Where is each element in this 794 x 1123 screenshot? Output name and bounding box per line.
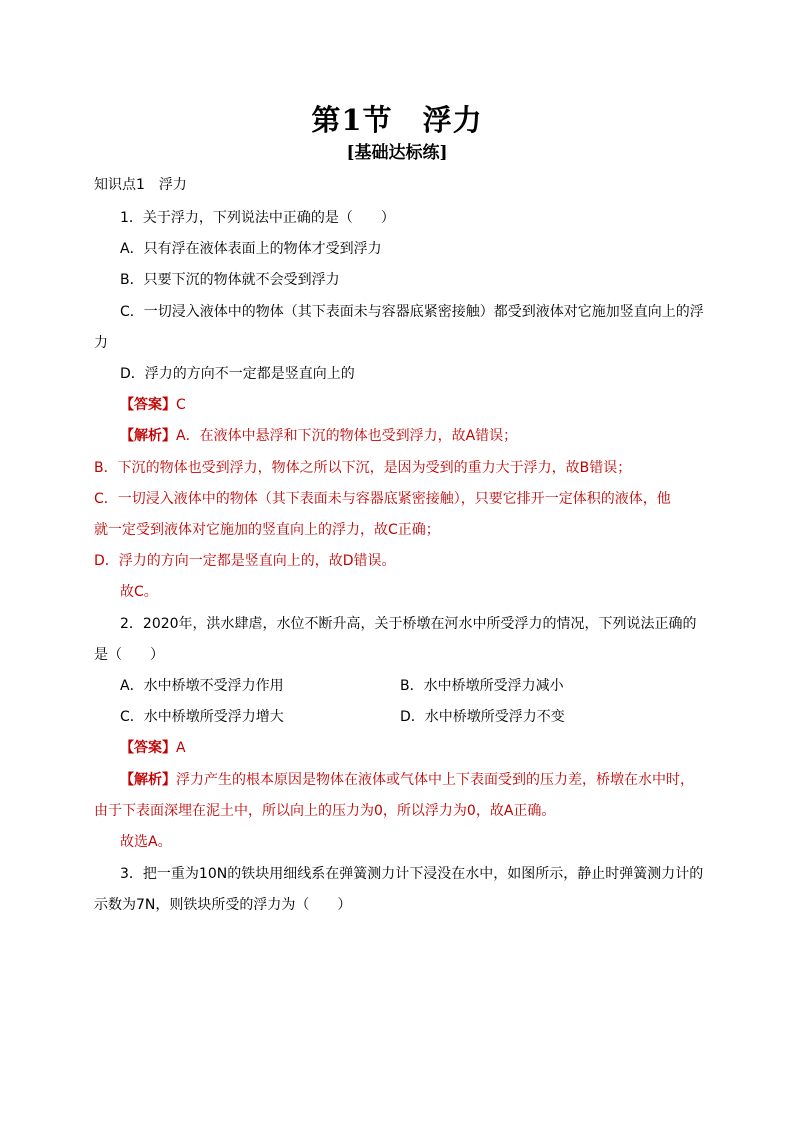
answer-tag: 【答案】 [120,740,176,756]
analysis-text: 浮力产生的根本原因是物体在液体或气体中上下表面受到的压力差，桥墩在水中时， [176,772,694,788]
section-label: 知识点1 浮力 [94,177,187,193]
analysis-tag: 【解析】 [120,428,176,444]
question-2-analysis-line-1 [120,770,694,790]
question-2-option-a: A．水中桥墩不受浮力作用 [120,678,284,694]
question-3-stem-cont: 示数为7N，则铁块所受的浮力为（ ） [94,897,352,913]
question-2-conclusion: 故选A。 [120,834,172,850]
question-1-analysis-line-4: 就一定受到液体对它施加的竖直向上的浮力，故C正确； [94,522,440,538]
question-1-option-a: A．只有浮在液体表面上的物体才受到浮力 [120,241,382,257]
answer-value: A [176,740,186,756]
question-1-analysis-line-3: C．一切浸入液体中的物体（其下表面未与容器底紧密接触），只要它排开一定体积的液体，他 [94,491,671,507]
question-1-analysis-line-1 [120,426,517,446]
question-3-stem: 3．把一重为10N的铁块用细线系在弹簧测力计下浸没在水中，如图所示，静止时弹簧测力计的 [120,866,704,882]
question-1-conclusion: 故C。 [120,584,158,600]
question-1-answer [120,395,186,415]
question-2-option-d: D．水中桥墩所受浮力不变 [400,709,565,725]
question-2-stem-cont: 是（ ） [94,647,164,663]
question-1-option-c: C．一切浸入液体中的物体（其下表面未与容器底紧密接触）都受到液体对它施加竖直向上的浮 [120,304,704,320]
analysis-text: A．在液体中悬浮和下沉的物体也受到浮力，故A错误； [176,428,518,444]
page-title: 第1节 浮力 [311,103,483,137]
page-subtitle: [基础达标练] [346,143,448,163]
answer-tag: 【答案】 [120,397,176,413]
question-1-option-d: D．浮力的方向不一定都是竖直向上的 [120,366,355,382]
question-2-answer [120,738,186,758]
question-2-stem: 2．2020年，洪水肆虐，水位不断升高，关于桥墩在河水中所受浮力的情况，下列说法正确的 [120,616,697,632]
question-2-option-c: C．水中桥墩所受浮力增大 [120,709,284,725]
question-1-stem: 1．关于浮力，下列说法中正确的是（ ） [120,210,395,226]
question-1-option-c-cont: 力 [94,335,108,351]
question-1-analysis-line-5: D．浮力的方向一定都是竖直向上的，故D错误。 [94,553,396,569]
answer-value: C [176,397,186,413]
question-1-option-b: B．只要下沉的物体就不会受到浮力 [120,272,340,288]
question-2-option-b: B．水中桥墩所受浮力减小 [400,678,564,694]
question-2-analysis-line-2: 由于下表面深埋在泥土中，所以向上的压力为0，所以浮力为0，故A正确。 [94,803,556,819]
question-1-analysis-line-2: B．下沉的物体也受到浮力，物体之所以下沉，是因为受到的重力大于浮力，故B错误； [94,460,632,476]
analysis-tag: 【解析】 [120,772,176,788]
